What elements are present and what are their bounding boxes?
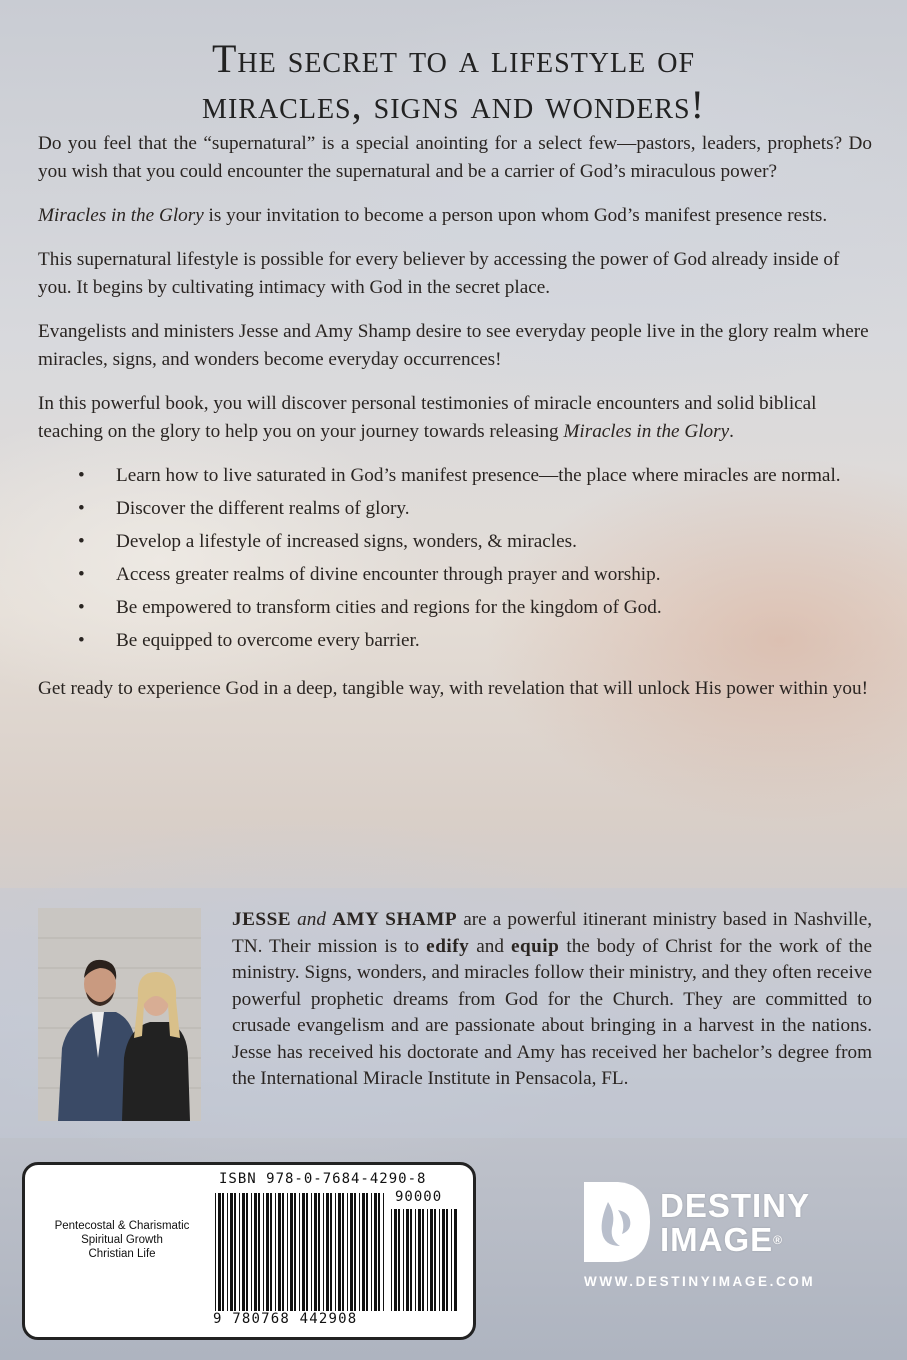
bullet-icon: • [78, 498, 85, 519]
paragraph-lifestyle: This supernatural lifestyle is possible for every believer by accessing the power of God already inside of you. It begins by cultivating intimacy with God in the secret place. [38, 249, 840, 298]
list-item [38, 561, 872, 589]
author-name-jesse: JESSE [232, 909, 292, 930]
publisher-name-line-1: DESTINY [660, 1187, 811, 1224]
barcode-bars [215, 1193, 387, 1311]
list-item-text: Access greater realms of divine encounter through prayer and worship. [116, 564, 661, 585]
paragraph-closing: Get ready to experience God in a deep, tangible way, with revelation that will unlock His power within you! [38, 678, 868, 699]
paragraph-invitation-text: is your invitation to become a person upon whom God’s manifest presence rests. [203, 205, 828, 226]
list-item [38, 462, 872, 490]
barcode-bar [378, 1193, 380, 1311]
headline [0, 36, 907, 128]
book-title: Miracles in the Glory [38, 205, 204, 226]
paragraph-intro: Do you feel that the “supernatural” is a special anointing for a select few—pastors, leaders, prophets? Do you wish that you could encounter the supernatural and be a carrier of God’s miraculous power? [38, 133, 872, 182]
barcode-bar [278, 1193, 281, 1311]
barcode-bar [242, 1193, 245, 1311]
list-item-text: Be equipped to overcome every barrier. [116, 630, 420, 651]
barcode-bar [394, 1209, 397, 1311]
barcode-bar [299, 1193, 300, 1311]
barcode-bar [326, 1193, 329, 1311]
barcode-bar [371, 1193, 372, 1311]
description [38, 130, 872, 719]
barcode-bar [374, 1193, 377, 1311]
headline-line-2: miracles, signs and wonders! [202, 82, 705, 127]
barcode-bar [347, 1193, 348, 1311]
barcode-bar [427, 1209, 428, 1311]
barcode-bar [415, 1209, 416, 1311]
barcode-bar [306, 1193, 308, 1311]
genre-item: Christian Life [88, 1248, 156, 1260]
list-item [38, 528, 872, 556]
barcode-bar [446, 1209, 448, 1311]
author-name-amy: AMY SHAMP [332, 909, 458, 930]
barcode-bar [311, 1193, 312, 1311]
barcode-bar [234, 1193, 236, 1311]
paragraph-evangelists: Evangelists and ministers Jesse and Amy Shamp desire to see everyday people live in the glory realm where miracles, signs, and wonders become everyday occurrences! [38, 321, 869, 370]
barcode-bar [275, 1193, 276, 1311]
barcode-bar [254, 1193, 257, 1311]
feature-list [38, 462, 872, 655]
barcode-bar [227, 1193, 228, 1311]
barcode-bar [239, 1193, 240, 1311]
bio-text-1: are a powerful itinerant ministry based in Nashville, TN. Their mission is to [232, 909, 873, 957]
list-item-text: Discover the different realms of glory. [116, 498, 410, 519]
headline-line-1: The secret to a lifestyle of [211, 36, 696, 81]
list-item [38, 495, 872, 523]
barcode-bar [251, 1193, 252, 1311]
barcode-bar [350, 1193, 353, 1311]
bio-text-3: the body of Christ for the work of the ministry. Signs, wonders, and miracles follow their ministry, and they often receive powerful prophetic dreams from God for the Church. They are committed to crusade evangelism and are passionate about bringing in a harvest in the nations. Jesse has received his doctorate and Amy has received her bachelor’s degree from the International Miracle Institute in Pensacola, FL. [232, 935, 872, 1089]
publisher-name-line-2 [660, 1222, 783, 1258]
bullet-icon: • [78, 465, 85, 486]
summary-end: . [729, 421, 734, 442]
barcode-bar [290, 1193, 293, 1311]
list-item [38, 627, 872, 655]
barcode-bar [258, 1193, 260, 1311]
barcode-bar [294, 1193, 296, 1311]
barcode-bar [263, 1193, 264, 1311]
paragraph-invitation [38, 202, 872, 230]
bio-edify: edify [426, 935, 470, 957]
barcode-bar [403, 1209, 404, 1311]
barcode-bar [418, 1209, 421, 1311]
list-item-text: Be empowered to transform cities and regions for the kingdom of God. [116, 597, 662, 618]
barcode-bar [362, 1193, 365, 1311]
author-photo-illustration [38, 908, 201, 1121]
barcode-bar [218, 1193, 221, 1311]
barcode-bar [451, 1209, 452, 1311]
barcode-addon-bars [391, 1209, 459, 1311]
barcode-bar [215, 1193, 216, 1311]
barcode-bar [314, 1193, 317, 1311]
genre-list [43, 1219, 201, 1261]
barcode-bar [230, 1193, 233, 1311]
author-conjunction: and [297, 909, 326, 930]
barcode-bar [391, 1209, 392, 1311]
barcode-bar [270, 1193, 272, 1311]
barcode-bar [422, 1209, 424, 1311]
barcode-bar [302, 1193, 305, 1311]
barcode-bar [442, 1209, 445, 1311]
barcode-bar [430, 1209, 433, 1311]
barcode-bar [335, 1193, 336, 1311]
bullet-icon: • [78, 597, 85, 618]
barcode-bar [454, 1209, 457, 1311]
bio-text-2: and [469, 935, 511, 957]
barcode-bar [359, 1193, 360, 1311]
author-bio [232, 907, 872, 1093]
destiny-image-logo-icon [582, 1180, 652, 1264]
registered-mark: ® [773, 1233, 784, 1247]
barcode-bar [406, 1209, 409, 1311]
barcode-bar [338, 1193, 341, 1311]
genre-item: Spiritual Growth [81, 1234, 163, 1246]
list-item-text: Develop a lifestyle of increased signs, wonders, & miracles. [116, 531, 577, 552]
book-title-inline: Miracles in the Glory [563, 421, 730, 442]
ean-digits: 9 780768 442908 [213, 1311, 358, 1327]
barcode-bar [266, 1193, 269, 1311]
isbn-label: ISBN 978-0-7684-4290-8 [219, 1171, 427, 1187]
barcode-bar [287, 1193, 288, 1311]
barcode-bar [246, 1193, 248, 1311]
bullet-icon: • [78, 564, 85, 585]
barcode-bar [354, 1193, 356, 1311]
barcode-bar [282, 1193, 284, 1311]
publisher-block [582, 1176, 872, 1306]
barcode-bar [434, 1209, 436, 1311]
barcode-bar [439, 1209, 440, 1311]
barcode-bar [222, 1193, 224, 1311]
publisher-name-line-2-text: IMAGE [660, 1221, 774, 1258]
bio-equip: equip [510, 935, 560, 957]
barcode-bar [398, 1209, 400, 1311]
genre-item: Pentecostal & Charismatic [54, 1220, 190, 1232]
barcode-bar [330, 1193, 332, 1311]
barcode-bar [323, 1193, 324, 1311]
list-item-text: Learn how to live saturated in God’s manifest presence—the place where miracles are normal. [116, 465, 841, 486]
barcode-bar [383, 1193, 384, 1311]
barcode-bar [342, 1193, 344, 1311]
paragraph-book-summary [38, 390, 872, 446]
list-item [38, 594, 872, 622]
barcode-panel [22, 1162, 476, 1340]
publisher-url: WWW.DESTINYIMAGE.COM [584, 1274, 816, 1289]
author-photo [38, 908, 201, 1121]
bullet-icon: • [78, 531, 85, 552]
barcode-bar [366, 1193, 368, 1311]
price-code: 90000 [395, 1189, 443, 1205]
summary-text: In this powerful book, you will discover personal testimonies of miracle encounters and solid biblical teaching on the glory to help you on your journey towards releasing [38, 393, 817, 442]
barcode-bar [410, 1209, 412, 1311]
barcode-bar [318, 1193, 320, 1311]
bullet-icon: • [78, 630, 85, 651]
